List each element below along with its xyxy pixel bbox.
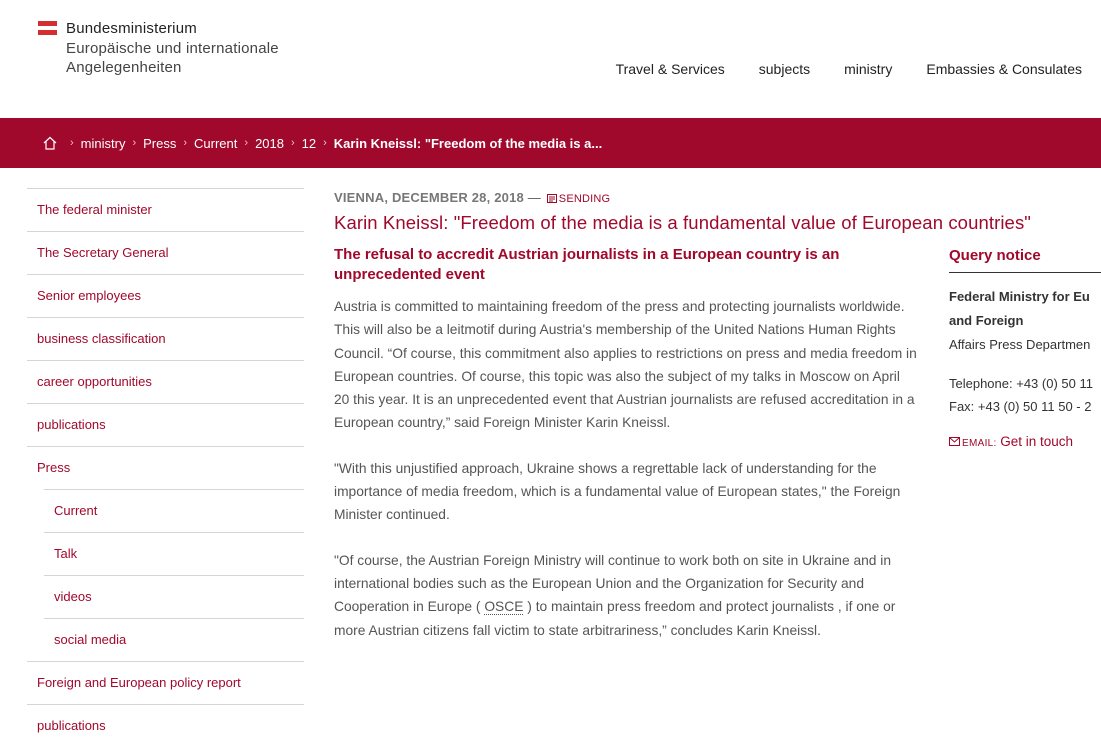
get-in-touch-link[interactable]: Get in touch — [1000, 434, 1074, 449]
query-notice-box — [949, 247, 1101, 449]
sidebar-item-federal-minister[interactable]: The federal minister — [27, 188, 304, 231]
contact-department: Affairs Press Departmen — [949, 337, 1091, 352]
sidebar-item-publications[interactable]: publications — [27, 403, 304, 446]
breadcrumb-press[interactable]: Press — [143, 135, 177, 151]
site-header — [0, 0, 1101, 118]
article-paragraph-3: "Of course, the Austrian Foreign Ministry will continue to work both on site in Ukraine and in international bodies such as the European Union and the Organization for Security and Cooperation in Europe ( OSCE ) to maintain press freedom and protect journalists , if one or more Austrian citizens fall victim to state arbitrariness,” concludes Karin Kneissl. — [334, 552, 896, 638]
article-paragraph-1: Austria is committed to maintaining freedom of the press and protecting journalists worldwide. This will also be a leitmotif during Austria's membership of the United Nations Human Rights Council. “Of course, this commitment also applies to restrictions on press and media freedom in European countries. Of course, this topic was also the subject of my talks in Moscow on April 20 this year. It is an unprecedented event that Austrian journalists are refused accreditation in a European country,” said Foreign Minister Karin Kneissl. — [334, 299, 917, 431]
mail-icon — [949, 434, 960, 443]
contact-fax: Fax: +43 (0) 50 11 50 - 2 — [949, 399, 1092, 414]
article-type: SENDING — [558, 193, 611, 205]
home-icon[interactable] — [43, 136, 57, 150]
article-title: Karin Kneissl: "Freedom of the media is a fundamental value of European countries" — [334, 212, 1031, 233]
sidebar-item-policy-report[interactable]: Foreign and European policy report — [27, 661, 304, 704]
sidebar-subitem-videos[interactable]: videos — [44, 575, 304, 618]
ministry-logo[interactable] — [38, 19, 279, 78]
sidebar-subitem-current[interactable]: Current — [44, 489, 304, 532]
osce-abbreviation[interactable]: OSCE — [484, 599, 524, 615]
austria-flag-icon — [38, 21, 57, 36]
chevron-right-icon: › — [323, 137, 327, 149]
breadcrumb-12[interactable]: 12 — [301, 135, 317, 151]
breadcrumb-current[interactable]: Current — [194, 135, 238, 151]
query-notice-heading: Query notice — [949, 247, 1101, 273]
chevron-right-icon: › — [132, 137, 137, 149]
contact-email — [949, 434, 1101, 449]
sidebar-item-press[interactable]: Press — [27, 446, 304, 489]
sidebar-nav — [27, 188, 304, 737]
sidebar-item-senior-employees[interactable]: Senior employees — [27, 274, 304, 317]
chevron-right-icon: › — [183, 137, 188, 149]
nav-embassies-consulates[interactable]: Embassies & Consulates — [926, 61, 1082, 77]
chevron-right-icon: › — [244, 137, 249, 149]
email-label: EMAIL: — [962, 438, 997, 449]
logo-line-2: Europäische und internationale — [66, 39, 279, 57]
breadcrumb-ministry[interactable]: ministry — [80, 135, 126, 151]
article-lead: The refusal to accredit Austrian journalists in a European country is an unprecedented event — [334, 246, 840, 283]
article-dateline: VIENNA, DECEMBER 28, 2018 — SENDING — [334, 190, 611, 205]
nav-subjects[interactable]: subjects — [758, 61, 811, 77]
breadcrumb — [0, 118, 1101, 168]
contact-phone: Telephone: +43 (0) 50 11 Fax: +43 (0) 50 11 50 - 2 — [949, 372, 1101, 418]
logo-line-1: Bundesministerium — [66, 20, 197, 37]
main-nav — [582, 61, 1082, 77]
chevron-right-icon: › — [70, 137, 74, 149]
sidebar-subitem-talk[interactable]: Talk — [44, 532, 304, 575]
document-icon — [547, 191, 557, 200]
chevron-right-icon: › — [290, 137, 295, 149]
logo-line-3: Angelegenheiten — [66, 59, 182, 76]
sidebar-item-business-classification[interactable]: business classification — [27, 317, 304, 360]
sidebar-item-secretary-general[interactable]: The Secretary General — [27, 231, 304, 274]
breadcrumb-current-page: Karin Kneissl: "Freedom of the media is a... — [333, 135, 603, 151]
sidebar-item-career-opportunities[interactable]: career opportunities — [27, 360, 304, 403]
nav-ministry[interactable]: ministry — [844, 61, 893, 77]
contact-organization: Federal Ministry for Eu and Foreign — [949, 289, 1090, 328]
sidebar-subitem-social-media[interactable]: social media — [44, 618, 304, 661]
article-date: VIENNA, DECEMBER 28, 2018 — [334, 190, 524, 205]
article-paragraph-2: "With this unjustified approach, Ukraine shows a regrettable lack of understanding for the importance of media freedom, which is a fundamental value of European states," the Foreign Minister continued. — [334, 460, 901, 523]
sidebar-item-publications-2[interactable]: publications — [27, 704, 304, 737]
breadcrumb-2018[interactable]: 2018 — [255, 135, 284, 151]
nav-travel-services[interactable]: Travel & Services — [615, 61, 725, 77]
